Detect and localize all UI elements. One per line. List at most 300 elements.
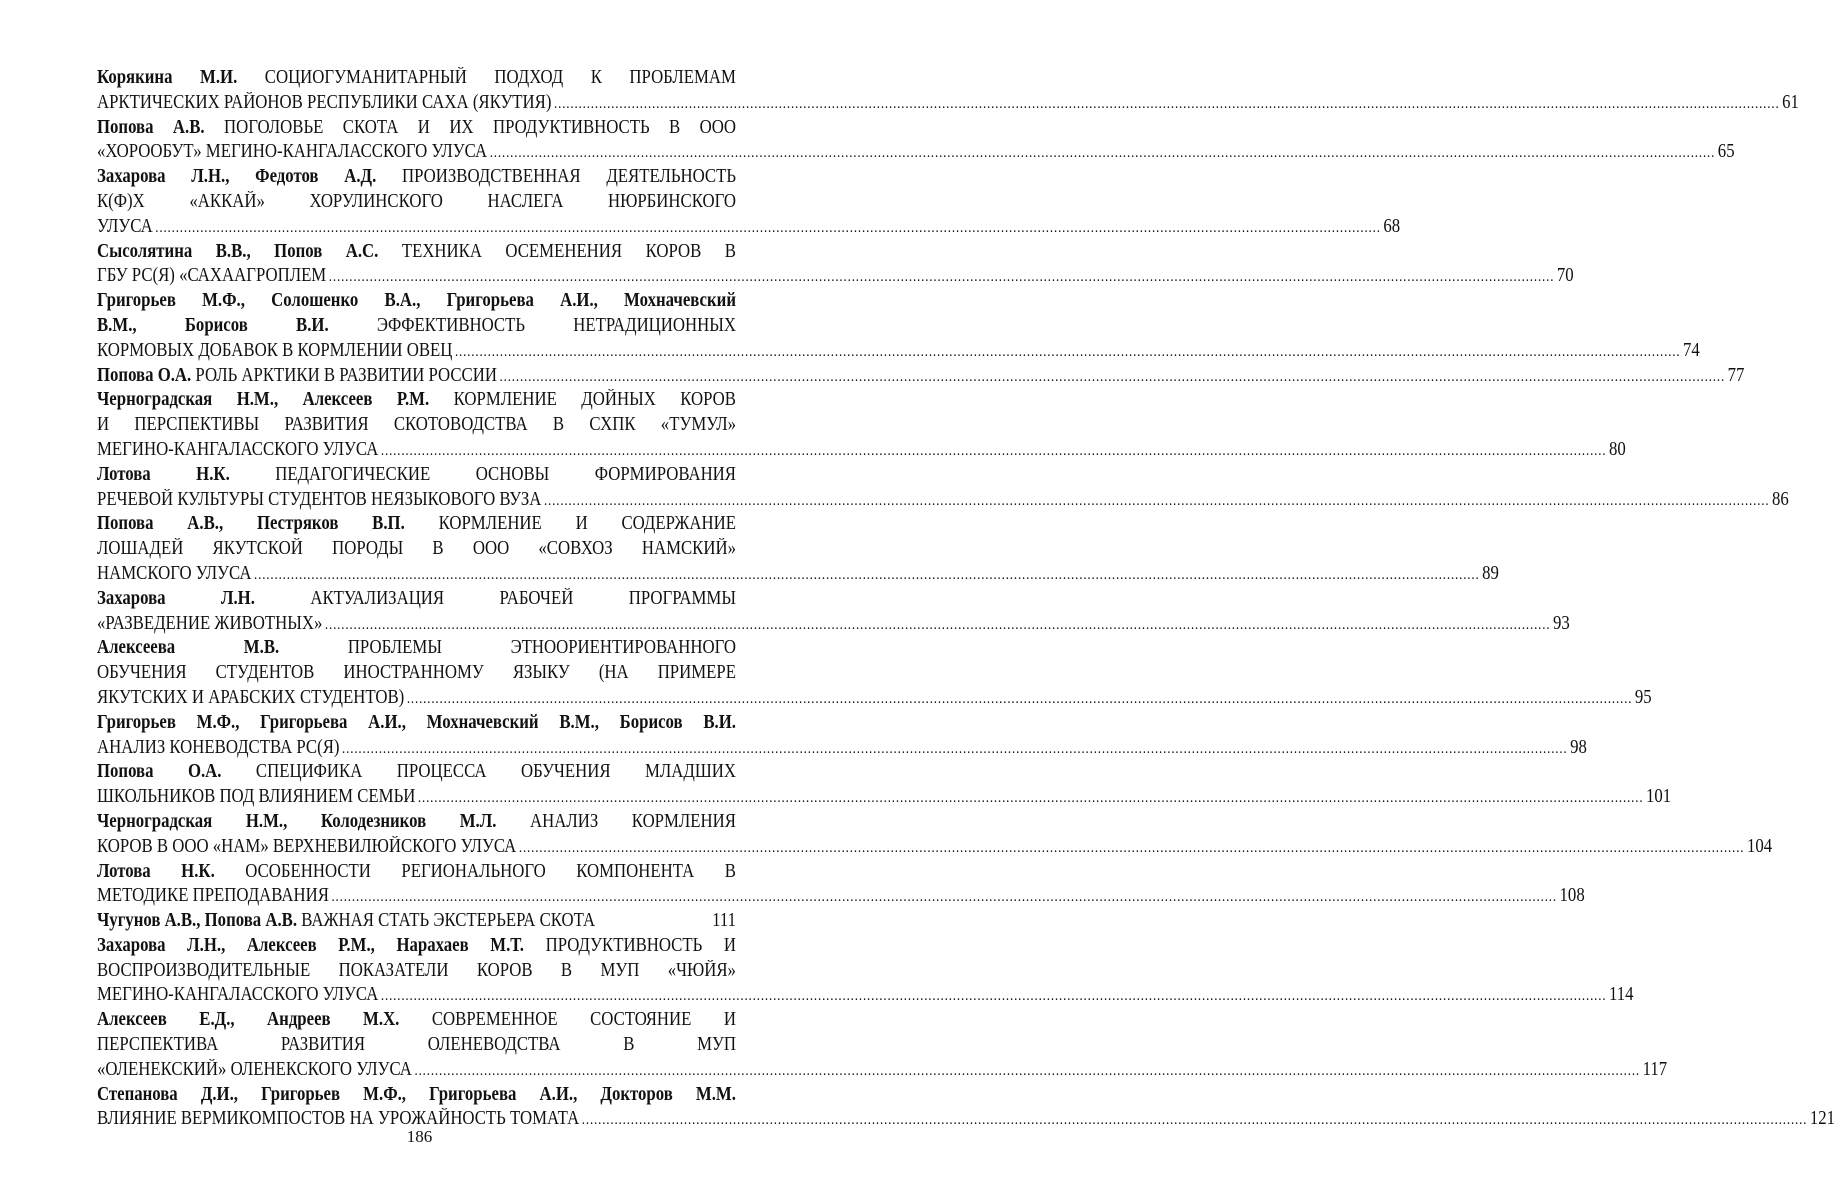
page-ref[interactable]: 89 <box>1482 562 1499 584</box>
author-name: В.И. <box>703 711 736 733</box>
title-text: МЕТОДИКЕ ПРЕПОДАВАНИЯ <box>97 885 329 907</box>
entry-title-line <box>97 140 487 165</box>
toc-line <box>97 587 736 612</box>
title-text: ИХ <box>449 116 474 138</box>
title-text: ВОСПРОИЗВОДИТЕЛЬНЫЕ <box>97 959 311 981</box>
title-text: ПЕРСПЕКТИВА <box>97 1034 219 1056</box>
entry-title-line <box>97 364 497 389</box>
author-name: Попов <box>274 240 323 262</box>
page-ref[interactable]: 86 <box>1772 488 1789 510</box>
title-text: РАЗВИТИЯ <box>284 414 369 436</box>
toc-line <box>97 364 1745 389</box>
page-ref[interactable]: 68 <box>1383 215 1401 237</box>
title-text: , <box>132 314 137 336</box>
entry-title-line <box>97 612 322 637</box>
toc-entry[interactable] <box>97 934 1634 1008</box>
title-text: ОСЕМЕНЕНИЯ <box>505 240 623 262</box>
toc-line <box>97 959 736 984</box>
title-text: АКТУАЛИЗАЦИЯ <box>310 587 445 609</box>
toc-entry[interactable] <box>97 636 1652 710</box>
title-text: ПОДХОД <box>494 67 564 88</box>
author-name: Р.М. <box>396 389 430 411</box>
title-text: СКОТА <box>342 116 399 138</box>
author-name: М.Т. <box>490 934 524 956</box>
author-name: Григорьева <box>446 290 534 312</box>
toc-entry[interactable] <box>97 116 1735 166</box>
author-name: Степанова <box>97 1083 178 1105</box>
title-text: , <box>573 1083 578 1105</box>
dot-leader: ............................................................................................................................................................................................................................................................................................................ <box>380 988 1607 1005</box>
author-name: Сысолятина <box>97 240 193 262</box>
title-text: ООО <box>699 116 736 138</box>
toc-line <box>97 860 736 885</box>
page-ref[interactable]: 108 <box>1559 885 1585 907</box>
title-text: НАСЛЕГА <box>487 190 564 212</box>
author-name: А.И., <box>368 711 406 733</box>
title-text: ЛОШАДЕЙ <box>97 538 184 560</box>
toc-line <box>97 636 736 661</box>
title-text: «ТУМУЛ» <box>660 414 736 436</box>
author-name: В.А., <box>384 290 421 312</box>
title-text: . <box>225 463 230 485</box>
dot-leader: ............................................................................................................................................................................................................................................................................................................ <box>254 566 1480 583</box>
title-text: ЭФФЕКТИВНОСТЬ <box>376 314 525 336</box>
page-ref[interactable]: 114 <box>1608 984 1634 1006</box>
toc-entry[interactable] <box>97 289 1700 363</box>
toc-line <box>97 438 1626 463</box>
title-text: ПОРОДЫ <box>332 538 404 560</box>
author-name: Григорьев <box>97 711 176 733</box>
author-name: Алексеев <box>97 1009 167 1031</box>
dot-leader: ............................................................................................................................................................................................................................................................................................................ <box>489 145 1716 162</box>
title-text: СОЦИОГУМАНИТАРНЫЙ <box>264 67 467 88</box>
title-text: ОБУЧЕНИЯ <box>97 662 187 684</box>
title-text: СКОТОВОДСТВА <box>393 414 528 436</box>
title-text: В <box>432 538 444 560</box>
toc-line <box>97 1058 1668 1083</box>
entry-title-line <box>97 983 378 1008</box>
author-name: Алексеева <box>97 637 176 659</box>
author-name: Пестряков <box>256 513 339 535</box>
author-name: Захарова <box>97 166 166 188</box>
toc-entry[interactable] <box>97 463 1789 513</box>
author-name: Алексеев <box>302 389 373 411</box>
author-name: Борисов <box>184 314 248 336</box>
title-text: В <box>724 240 736 262</box>
title-text: ПРОБЛЕМЫ <box>347 637 442 659</box>
author-name: Попова О.А. <box>97 364 192 386</box>
author-name: М.Ф., <box>363 1083 406 1105</box>
author-name: Е.Д., <box>199 1009 235 1031</box>
title-text: СХПК <box>589 414 636 436</box>
author-name: А.И., <box>539 1083 578 1105</box>
title-text: (НА <box>598 662 629 684</box>
dot-leader: ............................................................................................................................................................................................................................................................................................................ <box>406 690 1633 707</box>
author-name: Мохначевский <box>624 290 736 312</box>
title-text: И <box>575 513 588 535</box>
toc-line <box>97 413 736 438</box>
entry-title-line <box>97 91 551 116</box>
title-text: КОРОВ <box>476 959 533 981</box>
title-text: ПЕРСПЕКТИВЫ <box>134 414 260 436</box>
toc-line <box>97 512 736 537</box>
title-text: , <box>401 711 406 733</box>
toc-line <box>97 190 736 215</box>
title-text: К(Ф)Х <box>97 190 145 212</box>
title-text: ПРОИЗВОДСТВЕННАЯ <box>402 166 581 188</box>
title-text: СОВРЕМЕННОЕ <box>431 1009 558 1031</box>
title-text: ДЕЯТЕЛЬНОСТЬ <box>606 166 736 188</box>
toc-line <box>97 140 1735 165</box>
author-name: Чугунов А.В., Попова А.В. <box>97 910 298 932</box>
table-of-contents <box>97 66 1835 1132</box>
title-text: ДОЙНЫХ <box>581 389 656 411</box>
author-name: А.Д. <box>344 166 377 188</box>
toc-entry[interactable] <box>97 364 1745 389</box>
toc-line <box>97 339 1700 364</box>
entry-title-line <box>97 264 326 289</box>
title-text: АРКТИЧЕСКИХ РАЙОНОВ РЕСПУБЛИКИ САХА (ЯКУТИЯ) <box>97 91 552 113</box>
title-text: РЕЧЕВОЙ КУЛЬТУРЫ СТУДЕНТОВ НЕЯЗЫКОВОГО ВУЗА <box>97 488 542 510</box>
toc-line <box>97 240 736 265</box>
author-name: Н.М., <box>245 810 288 832</box>
title-text: КОРМОВЫХ ДОБАВОК В КОРМЛЕНИИ ОВЕЦ <box>97 339 453 361</box>
toc-entry[interactable] <box>97 810 1773 860</box>
author-name: А.В., <box>187 513 224 535</box>
title-text: ПОГОЛОВЬЕ <box>224 116 324 138</box>
author-name: Попова <box>97 761 154 783</box>
author-name: М.В. <box>243 637 280 659</box>
title-text: РОЛЬ АРКТИКИ В РАЗВИТИИ РОССИИ <box>191 364 497 386</box>
toc-line <box>97 884 1585 909</box>
title-text: НЕТРАДИЦИОННЫХ <box>573 314 736 336</box>
toc-line <box>97 983 1634 1008</box>
title-text: В <box>552 414 565 436</box>
toc-line <box>97 488 1789 513</box>
dot-leader: ............................................................................................................................................................................................................................................................................................................ <box>543 492 1770 509</box>
author-name: М.Л. <box>459 810 497 832</box>
title-text: РАБОЧЕЙ <box>499 587 574 609</box>
author-name: А.В. <box>172 116 205 138</box>
toc-line <box>97 1033 736 1058</box>
toc-entry[interactable] <box>97 388 1626 462</box>
page-ref[interactable]: 61 <box>1782 91 1799 113</box>
dot-leader: ............................................................................................................................................................................................................................................................................................................ <box>518 839 1745 856</box>
title-text: ШКОЛЬНИКОВ ПОД ВЛИЯНИЕМ СЕМЬИ <box>97 786 416 808</box>
author-name: Черноградская <box>97 810 213 832</box>
title-text: ОСОБЕННОСТИ <box>245 860 371 882</box>
author-name: М.Ф., <box>202 290 245 312</box>
entry-title-line <box>97 1058 412 1083</box>
title-text: И <box>97 414 110 436</box>
author-name: Андреев <box>267 1009 331 1031</box>
toc-line <box>97 711 736 736</box>
author-name: Колодезников <box>320 810 427 832</box>
title-text: ПРОДУКТИВНОСТЬ <box>492 116 650 138</box>
title-text: ., <box>397 1083 406 1105</box>
page-ref[interactable]: 121 <box>1809 1108 1835 1130</box>
title-text: В <box>623 1034 635 1056</box>
toc-entry[interactable] <box>97 860 1585 910</box>
toc-line <box>97 314 736 339</box>
author-name: Д.И., <box>200 1083 238 1105</box>
title-text: КОРОВ <box>680 389 736 411</box>
toc-entry[interactable] <box>97 909 736 934</box>
entry-title-line <box>97 686 404 711</box>
toc-line <box>97 736 1587 761</box>
title-text: ПРИМЕРЕ <box>657 662 736 684</box>
author-name: Попова <box>97 116 154 138</box>
author-name: Попова <box>97 513 154 535</box>
author-name: М.Х. <box>363 1009 400 1031</box>
page-ref[interactable]: 104 <box>1746 835 1773 857</box>
author-name: М.И. <box>199 67 238 88</box>
author-name: Нарахаев <box>396 934 469 956</box>
author-name: Н.К. <box>181 860 215 882</box>
title-text: ОБУЧЕНИЯ <box>520 761 611 783</box>
author-name: В.В., <box>215 240 251 262</box>
title-text: ., <box>236 290 245 312</box>
title-text: АНАЛИЗ КОНЕВОДСТВА РС(Я) <box>97 736 340 758</box>
toc-entry[interactable] <box>97 587 1570 637</box>
author-name: В.М., <box>97 314 137 336</box>
toc-line <box>97 388 736 413</box>
toc-line <box>97 835 1773 860</box>
toc-line <box>97 116 736 141</box>
entry-title-line <box>97 562 251 587</box>
toc-entry[interactable] <box>97 512 1499 586</box>
toc-line <box>97 91 1799 116</box>
author-name: Н.К. <box>196 463 230 485</box>
title-text: СОСТОЯНИЕ <box>590 1009 692 1031</box>
dot-leader: ............................................................................................................................................................................................................................................................................................................ <box>499 368 1726 385</box>
title-text: В <box>669 116 681 138</box>
toc-entry[interactable] <box>97 240 1574 290</box>
toc-line <box>97 612 1570 637</box>
author-name: Григорьева <box>429 1083 517 1105</box>
entry-title-line <box>97 488 541 513</box>
author-name: Алексеев <box>246 934 317 956</box>
author-name: Захарова <box>97 934 166 956</box>
toc-entry[interactable] <box>97 165 1401 239</box>
author-name: Григорьев <box>97 290 176 312</box>
page-ref[interactable]: 65 <box>1717 141 1735 163</box>
title-text: «АККАЙ» <box>189 190 265 212</box>
dot-leader: ............................................................................................................................................................................................................................................................................................................ <box>554 95 1780 112</box>
title-text: , <box>593 290 598 312</box>
toc-line <box>97 562 1499 587</box>
toc-entry[interactable] <box>97 711 1587 761</box>
title-text: НАМСКОГО УЛУСА <box>97 562 252 584</box>
toc-line <box>97 215 1401 240</box>
title-text: ЯКУТСКИХ И АРАБСКИХ СТУДЕНТОВ) <box>97 686 405 708</box>
entry-title-line <box>97 835 516 860</box>
author-name: Григорьев <box>261 1083 341 1105</box>
author-name: Корякина <box>97 67 173 88</box>
author-name: Л.Н., <box>187 934 226 956</box>
title-text: В <box>724 860 736 882</box>
title-text: И <box>723 934 736 956</box>
toc-entry[interactable] <box>97 1083 1835 1133</box>
author-name: А.С. <box>345 240 379 262</box>
dot-leader: ............................................................................................................................................................................................................................................................................................................ <box>155 219 1381 236</box>
title-text: ., <box>226 1009 235 1031</box>
toc-line <box>97 289 736 314</box>
toc-line <box>97 661 736 686</box>
title-text: И <box>723 1009 736 1031</box>
title-text: КОРМЛЕНИЕ <box>453 389 557 411</box>
title-text: КОРОВ <box>645 240 702 262</box>
toc-line <box>97 537 736 562</box>
dot-leader: ............................................................................................................................................................................................................................................................................................................ <box>581 1112 1808 1129</box>
title-text: АНАЛИЗ <box>529 810 599 832</box>
title-text: К <box>590 67 602 88</box>
title-text: СТУДЕНТОВ <box>215 662 315 684</box>
dot-leader: ............................................................................................................................................................................................................................................................................................................ <box>454 343 1681 360</box>
toc-line <box>97 66 736 91</box>
title-text: ИНОСТРАННОМУ <box>343 662 484 684</box>
author-name: Солошенко <box>271 290 359 312</box>
author-name: Григорьева <box>260 711 348 733</box>
author-name: Лотова <box>97 463 151 485</box>
dot-leader: ............................................................................................................................................................................................................................................................................................................ <box>328 269 1555 286</box>
title-text: ГБУ РС(Я) «САХААГРОПЛЕМ <box>97 265 327 287</box>
title-text: ПРОГРАММЫ <box>628 587 736 609</box>
page-ref[interactable]: 101 <box>1645 786 1672 808</box>
entry-title-line <box>97 909 595 934</box>
page-ref[interactable]: 93 <box>1553 612 1570 634</box>
author-name: Мохначевский <box>426 711 539 733</box>
title-text: МУП <box>697 1034 736 1056</box>
entry-title-line <box>97 438 378 463</box>
page-ref[interactable]: 74 <box>1683 339 1700 361</box>
toc-line <box>97 1008 736 1033</box>
title-text: , <box>594 711 599 733</box>
page-ref[interactable]: 98 <box>1570 736 1587 758</box>
title-text: КОРМЛЕНИЕ <box>438 513 542 535</box>
author-name: Р.М., <box>338 934 375 956</box>
author-name: Черноградская <box>97 389 213 411</box>
dot-leader: ............................................................................................................................................................................................................................................................................................................ <box>380 442 1607 459</box>
title-text: ВАЖНАЯ СТАТЬ ЭКСТЕРЬЕРА СКОТА <box>297 910 596 932</box>
author-name: Лотова <box>97 860 151 882</box>
title-text: ., <box>231 711 240 733</box>
toc-line <box>97 165 736 190</box>
title-text: ЯЗЫКУ <box>512 662 570 684</box>
title-text: ПЕДАГОГИЧЕСКИЕ <box>275 463 431 485</box>
title-text: СПЕЦИФИКА <box>255 761 363 783</box>
title-text: ХОРУЛИНСКОГО <box>309 190 443 212</box>
title-text: УЛУСА <box>97 215 153 237</box>
title-text: КОРМЛЕНИЯ <box>631 810 736 832</box>
toc-entry[interactable] <box>97 1008 1668 1082</box>
toc-line <box>97 463 736 488</box>
author-name: Л.Н., <box>191 166 230 188</box>
author-name: М.М. <box>695 1083 736 1105</box>
page-ref[interactable]: 80 <box>1608 438 1626 460</box>
toc-entry[interactable] <box>97 66 1799 116</box>
title-text: МЕГИНО-КАНГАЛАССКОГО УЛУСА <box>97 984 379 1006</box>
author-name: Борисов <box>619 711 683 733</box>
toc-line <box>97 1083 736 1108</box>
title-text: ООО <box>472 538 510 560</box>
title-text: МЕГИНО-КАНГАЛАССКОГО УЛУСА <box>97 438 379 460</box>
title-text: , <box>225 166 230 188</box>
toc-line <box>97 934 736 959</box>
author-name: Федотов <box>255 166 319 188</box>
title-text: ОЛЕНЕВОДСТВА <box>427 1034 561 1056</box>
toc-line <box>97 760 736 785</box>
title-text: НАМСКИЙ» <box>641 538 736 560</box>
entry-title-line <box>97 215 153 240</box>
title-text: МУП <box>600 959 640 981</box>
author-name: Докторов <box>600 1083 673 1105</box>
page-number: 186 <box>406 1127 433 1146</box>
dot-leader: ............................................................................................................................................................................................................................................................................................................ <box>324 616 1551 633</box>
title-text: «ЧЮЙЯ» <box>667 959 736 981</box>
dot-leader: ............................................................................................................................................................................................................................................................................................................ <box>417 790 1644 807</box>
page-ref[interactable]: 70 <box>1556 265 1574 287</box>
toc-line <box>97 264 1574 289</box>
title-text: НЮРБИНСКОГО <box>607 190 736 212</box>
title-text: РАЗВИТИЯ <box>280 1034 366 1056</box>
title-text: ПОКАЗАТЕЛИ <box>338 959 449 981</box>
title-text: ТЕХНИКА <box>401 240 482 262</box>
page-ref[interactable]: 111 <box>712 910 736 932</box>
author-name: В.П. <box>372 513 405 535</box>
title-text: ПРОБЛЕМАМ <box>629 67 736 88</box>
title-text: «ОЛЕНЕКСКИЙ» ОЛЕНЕКСКОГО УЛУСА <box>97 1058 412 1080</box>
title-text: КОМПОНЕНТА <box>576 860 695 882</box>
dot-leader: ............................................................................................................................................................................................................................................................................................................ <box>331 889 1557 906</box>
title-text: «СОВХОЗ <box>538 538 613 560</box>
author-name: О.А. <box>187 761 222 783</box>
title-text: МЛАДШИХ <box>645 761 736 783</box>
title-text: ., <box>242 240 251 262</box>
toc-line <box>97 686 1652 711</box>
author-name: В.И. <box>296 314 329 336</box>
toc-entry[interactable] <box>97 760 1672 810</box>
title-text: ПРОДУКТИВНОСТЬ <box>545 934 703 956</box>
title-text: СОДЕРЖАНИЕ <box>621 513 736 535</box>
toc-line <box>97 810 736 835</box>
author-name: А.И., <box>560 290 598 312</box>
title-text: ФОРМИРОВАНИЯ <box>594 463 736 485</box>
page-ref[interactable]: 77 <box>1727 364 1745 386</box>
entry-title-line <box>97 339 452 364</box>
title-text: КОРОВ В ООО «НАМ» ВЕРХНЕВИЛЮЙСКОГО УЛУСА <box>97 835 517 857</box>
title-text: ЭТНООРИЕНТИРОВАННОГО <box>510 637 736 659</box>
entry-title-line <box>97 785 415 810</box>
title-text: В <box>560 959 573 981</box>
toc-line <box>97 909 736 934</box>
page-ref[interactable]: 95 <box>1634 686 1652 708</box>
title-text: РЕГИОНАЛЬНОГО <box>401 860 546 882</box>
dot-leader: ............................................................................................................................................................................................................................................................................................................ <box>414 1062 1641 1079</box>
author-name: М.Ф., <box>196 711 240 733</box>
title-text: «ХОРООБУТ» МЕГИНО-КАНГАЛАССКОГО УЛУСА <box>97 141 488 163</box>
title-text: ПРОЦЕССА <box>396 761 487 783</box>
toc-line <box>97 785 1672 810</box>
author-name: Н.М., <box>236 389 279 411</box>
title-text: ВЛИЯНИЕ ВЕРМИКОМПОСТОВ НА УРОЖАЙНОСТЬ ТОМАТА <box>97 1108 580 1130</box>
entry-title-line <box>97 884 329 909</box>
author-name: Л.Н. <box>220 587 255 609</box>
title-text: И <box>417 116 430 138</box>
page-ref[interactable]: 117 <box>1642 1058 1668 1080</box>
author-name: Захарова <box>97 587 166 609</box>
title-text: ОСНОВЫ <box>475 463 550 485</box>
